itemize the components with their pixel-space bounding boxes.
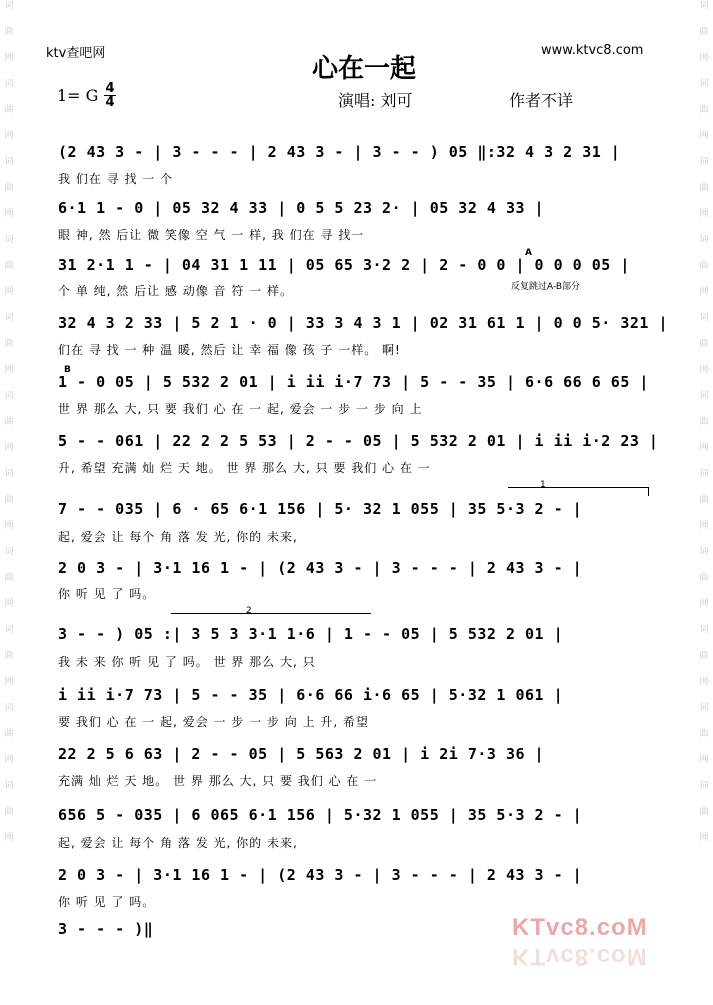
watermark-glyph: 词 bbox=[699, 157, 709, 167]
watermark-glyph: 网 bbox=[4, 287, 14, 297]
score-notes-8: 2 0 3 - | 3·1 16 1 - | (2 43 3 - | 3 - - - | 2 43 3 - | bbox=[58, 559, 583, 577]
watermark-glyph: 网 bbox=[4, 677, 14, 687]
watermark-glyph: 网 bbox=[4, 365, 14, 375]
watermark-glyph: 词 bbox=[4, 469, 14, 479]
watermark-glyph: 网 bbox=[699, 443, 709, 453]
score-notes-14: 3 - - - )‖ bbox=[58, 920, 154, 938]
score-lyrics-6: 升, 希望 充满 灿 烂 天 地。 世 界 那么 大, 只 要 我们 心 在 一 bbox=[58, 461, 431, 475]
score-lyrics-2: 眼 神, 然 后让 微 笑像 空 气 一 样, 我 们在 寻 找一 bbox=[58, 228, 365, 242]
score-notes-11: 22 2 5 6 63 | 2 - - 05 | 5 563 2 01 | i 2i 7·3 36 | bbox=[58, 745, 545, 763]
score-lyrics-13: 你 听 见 了 吗。 bbox=[58, 895, 156, 909]
score-notes-7: 7 - - 035 | 6 · 65 6·1 156 | 5· 32 1 055 | 35 5·3 2 - | bbox=[58, 500, 583, 518]
volta-1-label: 1 bbox=[540, 480, 546, 490]
watermark-glyph: 曲 bbox=[699, 651, 709, 661]
watermark-glyph: 曲 bbox=[4, 339, 14, 349]
watermark-glyph: 曲 bbox=[699, 105, 709, 115]
watermark-glyph: 词 bbox=[699, 391, 709, 401]
score-notes-4: 32 4 3 2 33 | 5 2 1 · 0 | 33 3 4 3 1 | 02 31 61 1 | 0 0 5· 321 | bbox=[58, 314, 668, 332]
watermark-glyph: 词 bbox=[699, 625, 709, 635]
site-url-right: www.ktvc8.com bbox=[541, 43, 644, 58]
watermark-glyph: 网 bbox=[699, 287, 709, 297]
score-lyrics-9: 我 未 来 你 听 见 了 吗。 世 界 那么 大, 只 bbox=[58, 655, 316, 669]
watermark-glyph: 词 bbox=[699, 469, 709, 479]
watermark-glyph: 曲 bbox=[4, 729, 14, 739]
score-notes-2: 6·1 1 - 0 | 05 32 4 33 | 0 5 5 23 2· | 05 32 4 33 | bbox=[58, 199, 545, 217]
score-notes-5: 1 - 0 05 | 5 532 2 01 | i ii i·7 73 | 5 - - 35 | 6·6 66 6 65 | bbox=[58, 373, 649, 391]
score-lyrics-8: 你 听 见 了 吗。 bbox=[58, 587, 156, 601]
watermark-glyph: 词 bbox=[4, 703, 14, 713]
watermark-glyph: 曲 bbox=[4, 495, 14, 505]
section-mark-a: A bbox=[525, 248, 532, 258]
time-sig-top: 4 bbox=[105, 81, 115, 96]
score-lyrics-11: 充满 灿 烂 天 地。 世 界 那么 大, 只 要 我们 心 在 一 bbox=[58, 774, 378, 788]
volta-2-bracket bbox=[171, 613, 371, 622]
watermark-left bbox=[2, 0, 16, 1005]
watermark-glyph: 曲 bbox=[699, 183, 709, 193]
watermark-glyph: 词 bbox=[699, 1, 709, 11]
watermark-glyph: 网 bbox=[699, 521, 709, 531]
song-title: 心在一起 bbox=[312, 54, 417, 84]
section-mark-b: B bbox=[64, 365, 71, 375]
watermark-glyph: 词 bbox=[699, 547, 709, 557]
volta-1-bracket bbox=[508, 487, 649, 496]
score-lyrics-1: 我 们在 寻 找 一 个 bbox=[58, 172, 174, 186]
score-notes-6: 5 - - 061 | 22 2 2 5 53 | 2 - - 05 | 5 532 2 01 | i ii i·2 23 | bbox=[58, 432, 659, 450]
watermark-glyph: 网 bbox=[699, 53, 709, 63]
watermark-glyph: 网 bbox=[4, 599, 14, 609]
watermark-glyph: 词 bbox=[4, 391, 14, 401]
key-signature: 1= G bbox=[57, 86, 99, 105]
score-lyrics-12: 起, 爱会 让 每个 角 落 发 光, 你的 未来, bbox=[58, 836, 298, 850]
watermark-glyph: 曲 bbox=[699, 495, 709, 505]
watermark-glyph: 曲 bbox=[699, 807, 709, 817]
score-lyrics-7: 起, 爱会 让 每个 角 落 发 光, 你的 未来, bbox=[58, 530, 298, 544]
watermark-glyph: 曲 bbox=[699, 261, 709, 271]
watermark-glyph: 网 bbox=[699, 599, 709, 609]
watermark-glyph: 词 bbox=[699, 235, 709, 245]
repeat-instruction: 反复跳过A-B部分 bbox=[511, 282, 581, 292]
score-lyrics-4: 们在 寻 找 一 种 温 暖, 然后 让 幸 福 像 孩 子 一样。 啊! bbox=[58, 343, 401, 357]
watermark-glyph: 词 bbox=[4, 625, 14, 635]
site-logo: KTvc8.coM bbox=[512, 914, 648, 941]
watermark-glyph: 曲 bbox=[4, 807, 14, 817]
watermark-glyph: 曲 bbox=[4, 261, 14, 271]
watermark-glyph: 词 bbox=[699, 703, 709, 713]
score-notes-12: 656 5 - 035 | 6 065 6·1 156 | 5·32 1 055 | 35 5·3 2 - | bbox=[58, 806, 583, 824]
score-notes-3: 31 2·1 1 - | 04 31 1 11 | 05 65 3·2 2 | 2 - 0 0 | 0 0 0 05 | bbox=[58, 256, 630, 274]
watermark-glyph: 曲 bbox=[699, 27, 709, 37]
watermark-glyph: 曲 bbox=[4, 573, 14, 583]
watermark-glyph: 曲 bbox=[4, 105, 14, 115]
watermark-glyph: 曲 bbox=[699, 339, 709, 349]
watermark-glyph: 词 bbox=[699, 781, 709, 791]
time-signature bbox=[104, 82, 116, 109]
score-notes-10: i ii i·7 73 | 5 - - 35 | 6·6 66 i·6 65 | 5·32 1 061 | bbox=[58, 686, 564, 704]
watermark-glyph: 曲 bbox=[4, 27, 14, 37]
watermark-glyph: 网 bbox=[4, 833, 14, 843]
watermark-glyph: 网 bbox=[4, 443, 14, 453]
watermark-glyph: 网 bbox=[4, 521, 14, 531]
watermark-right bbox=[697, 0, 711, 1005]
time-sig-bottom: 4 bbox=[105, 95, 115, 110]
volta-2-label: 2 bbox=[246, 606, 252, 616]
watermark-glyph: 词 bbox=[4, 157, 14, 167]
watermark-glyph: 曲 bbox=[699, 573, 709, 583]
watermark-glyph: 曲 bbox=[4, 183, 14, 193]
watermark-glyph: 词 bbox=[699, 79, 709, 89]
watermark-glyph: 词 bbox=[4, 79, 14, 89]
score-lyrics-3: 个 单 纯, 然 后让 感 动像 音 符 一 样。 bbox=[58, 284, 293, 298]
score-lyrics-5: 世 界 那么 大, 只 要 我们 心 在 一 起, 爱会 一 步 一 步 向 上 bbox=[58, 402, 423, 416]
watermark-glyph: 网 bbox=[4, 209, 14, 219]
singer-credit: 演唱: 刘可 bbox=[338, 91, 413, 110]
watermark-glyph: 曲 bbox=[4, 417, 14, 427]
watermark-glyph: 词 bbox=[4, 781, 14, 791]
score-notes-1: (2 43 3 - | 3 - - - | 2 43 3 - | 3 - - ) 05 ‖:32 4 3 2 31 | bbox=[58, 143, 621, 161]
watermark-glyph: 网 bbox=[699, 131, 709, 141]
watermark-glyph: 网 bbox=[4, 53, 14, 63]
watermark-glyph: 曲 bbox=[4, 651, 14, 661]
watermark-glyph: 曲 bbox=[699, 729, 709, 739]
watermark-glyph: 网 bbox=[699, 755, 709, 765]
score-notes-9: 3 - - ) 05 :| 3 5 3 3·1 1·6 | 1 - - 05 | 5 532 2 01 | bbox=[58, 625, 564, 643]
watermark-glyph: 词 bbox=[4, 235, 14, 245]
watermark-glyph: 曲 bbox=[699, 417, 709, 427]
watermark-glyph: 网 bbox=[699, 365, 709, 375]
watermark-glyph: 网 bbox=[699, 677, 709, 687]
watermark-glyph: 网 bbox=[4, 755, 14, 765]
site-name-left: ktv查吧网 bbox=[46, 46, 106, 61]
watermark-glyph: 网 bbox=[699, 833, 709, 843]
watermark-glyph: 网 bbox=[4, 131, 14, 141]
watermark-glyph: 词 bbox=[699, 313, 709, 323]
watermark-glyph: 词 bbox=[4, 1, 14, 11]
author-credit: 作者不详 bbox=[509, 91, 574, 110]
watermark-glyph: 词 bbox=[4, 313, 14, 323]
score-notes-13: 2 0 3 - | 3·1 16 1 - | (2 43 3 - | 3 - - - | 2 43 3 - | bbox=[58, 866, 583, 884]
site-logo-reflection: KTvc8.coM bbox=[512, 943, 648, 970]
watermark-glyph: 网 bbox=[699, 209, 709, 219]
score-lyrics-10: 要 我们 心 在 一 起, 爱会 一 步 一 步 向 上 升, 希望 bbox=[58, 715, 370, 729]
watermark-glyph: 词 bbox=[4, 547, 14, 557]
